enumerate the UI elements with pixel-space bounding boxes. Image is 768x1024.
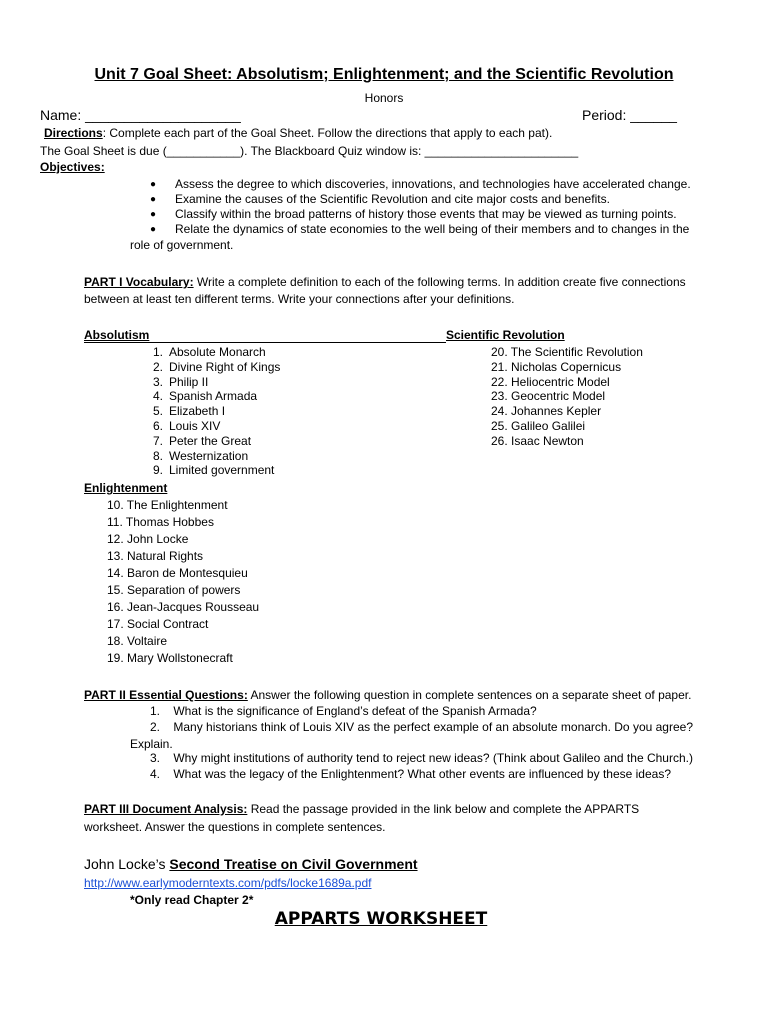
list-item: 12. John Locke [107, 532, 189, 546]
part2-label: PART II Essential Questions: [84, 688, 248, 702]
list-item: 16. Jean-Jacques Rousseau [107, 600, 260, 614]
list-item: 23. Geocentric Model [491, 389, 606, 404]
list-item: 1. Absolute Monarch [152, 345, 266, 359]
list-item: 4. Spanish Armada [152, 389, 258, 404]
part2-intro-line: PART II Essential Questions: Answer the following question in complete sentences on a separate sheet of paper. [84, 688, 692, 702]
list-item: ● Examine the causes of the Scientific Revolution and cite major costs and benefits. [150, 192, 610, 206]
list-item: 24. Johannes Kepler [491, 404, 602, 419]
list-item: 22. Heliocentric Model [491, 374, 610, 389]
list-item: 14. Baron de Montesquieu [107, 566, 248, 580]
list-item: 20. The Scientific Revolution [491, 345, 643, 359]
list-item: 7. Peter the Great [152, 433, 252, 448]
list-item: 10. The Enlightenment [107, 498, 228, 512]
reading-title: John Locke’s Second Treatise on Civil Government [84, 856, 418, 872]
period-field-label: Period: ______ [582, 107, 677, 123]
list-item: ● Relate the dynamics of state economies to the well being of their members and to changes in the [150, 222, 690, 236]
enlightenment-list [107, 497, 259, 667]
list-item: 19. Mary Wollstonecraft [107, 651, 233, 665]
list-item: ● Assess the degree to which discoveries, innovations, and technologies have accelerated change. [150, 177, 691, 191]
bullet-icon: ● [150, 179, 157, 190]
directions-line [44, 126, 552, 140]
part1-label: PART I Vocabulary: [84, 275, 194, 289]
list-item: 21. Nicholas Copernicus [491, 359, 622, 374]
absolutism-heading: Absolutism [84, 328, 446, 343]
part1-line1: PART I Vocabulary: Write a complete definition to each of the following terms. In addition create five connections [84, 275, 686, 289]
name-field-label: Name: ____________________ [40, 107, 241, 123]
bullet-icon: ● [150, 224, 157, 235]
reading-link[interactable]: http://www.earlymoderntexts.com/pdfs/locke1689a.pdf [84, 876, 372, 890]
apparts-worksheet-heading: APPARTS WORKSHEET [274, 909, 488, 929]
question-1: 1. What is the significance of England’s defeat of the Spanish Armada? [150, 704, 537, 718]
part3-line2: worksheet. Answer the questions in complete sentences. [84, 820, 386, 834]
objective-continuation: role of government. [130, 238, 234, 252]
list-item: ● Classify within the broad patterns of history those events that may be viewed as turning points. [150, 207, 677, 221]
list-item: 17. Social Contract [107, 617, 209, 631]
page-title: Unit 7 Goal Sheet: Absolutism; Enlightenment; and the Scientific Revolution [94, 66, 674, 83]
list-item: 5. Elizabeth I [152, 404, 226, 419]
question-4: 4. What was the legacy of the Enlightenment? What other events are influenced by these ideas? [150, 767, 671, 781]
list-item: 25. Galileo Galilei [491, 418, 586, 433]
part1-line2: between at least ten different terms. Write your connections after your definitions. [84, 292, 515, 306]
reading-note: *Only read Chapter 2* [130, 893, 254, 907]
list-item: 6. Louis XIV [152, 418, 221, 433]
objectives-heading: Objectives: [40, 160, 105, 174]
question-2: 2. Many historians think of Louis XIV as the perfect example of an absolute monarch. Do you agree? [150, 720, 693, 734]
scientific-revolution-list [491, 345, 643, 449]
bullet-icon: ● [150, 194, 157, 205]
list-item: 8. Westernization [152, 448, 249, 463]
due-date-line: The Goal Sheet is due (___________). The Blackboard Quiz window is: _______________________ [40, 144, 579, 158]
list-item: 13. Natural Rights [107, 549, 204, 563]
list-item: 26. Isaac Newton [491, 433, 584, 448]
objectives-list [150, 177, 691, 237]
question-2-continuation: Explain. [130, 737, 173, 751]
directions-text: : Complete each part of the Goal Sheet. Follow the directions that apply to each pat). [102, 126, 553, 140]
list-item: 15. Separation of powers [107, 583, 241, 597]
list-item: 18. Voltaire [107, 634, 168, 648]
absolutism-list [141, 345, 280, 478]
scientific-revolution-heading: Scientific Revolution [446, 328, 565, 342]
bullet-icon: ● [150, 209, 157, 220]
reading-work-title: Second Treatise on Civil Government [169, 856, 418, 872]
part3-line1: PART III Document Analysis: Read the passage provided in the link below and complete the APPARTS [84, 802, 640, 816]
directions-label: Directions [44, 126, 103, 140]
list-item: 9. Limited government [152, 463, 275, 478]
question-3: 3. Why might institutions of authority tend to reject new ideas? (Think about Galileo and the Church.) [150, 751, 693, 765]
list-item: 11. Thomas Hobbes [107, 515, 214, 529]
part3-label: PART III Document Analysis: [84, 802, 248, 816]
list-item: 2. Divine Right of Kings [152, 359, 281, 374]
enlightenment-heading: Enlightenment [84, 481, 168, 495]
subtitle-honors: Honors [364, 91, 404, 105]
list-item: 3. Philip II [152, 374, 209, 389]
